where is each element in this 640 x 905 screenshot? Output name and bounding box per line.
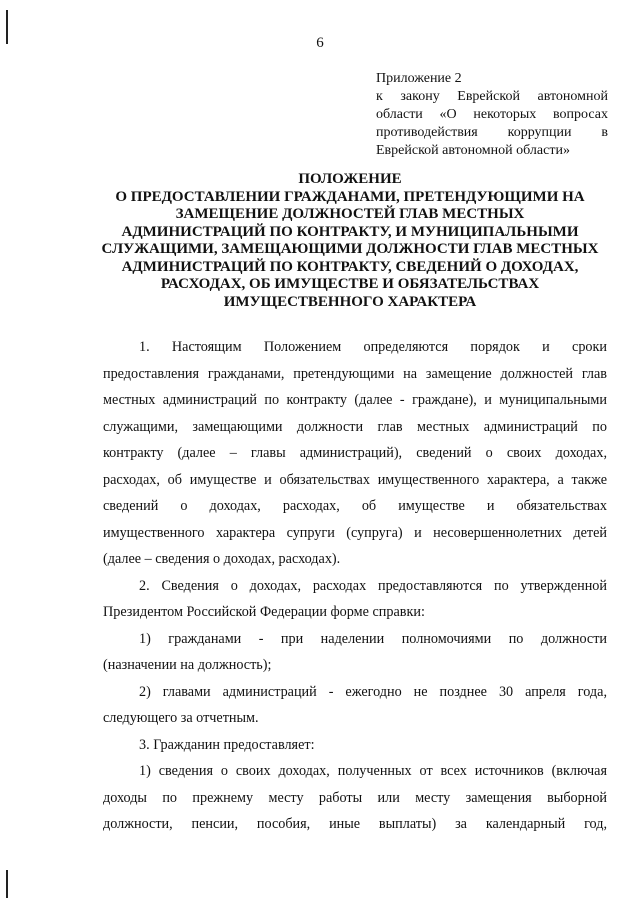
- body-line: 2) главами администраций - ежегодно не позднее 30 апреля года,: [139, 683, 607, 700]
- appendix-line: области «О некоторых вопросах: [376, 107, 608, 122]
- body-line: (далее – сведения о доходах, расходах).: [103, 551, 341, 567]
- appendix-block: [376, 70, 608, 160]
- body-line: 1. Настоящим Положением определяются порядок и сроки: [139, 339, 607, 355]
- title-line: АДМИНИСТРАЦИЙ ПО КОНТРАКТУ, И МУНИЦИПАЛЬНЫМИ: [121, 223, 579, 240]
- body-line: 2. Сведения о доходах, расходах предоставляются по утвержденной: [139, 577, 607, 594]
- title-line: ЗАМЕЩЕНИЕ ДОЛЖНОСТЕЙ ГЛАВ МЕСТНЫХ: [175, 206, 525, 222]
- title-line: АДМИНИСТРАЦИЙ ПО КОНТРАКТУ, СВЕДЕНИЙ О ДОХОДАХ,: [121, 258, 579, 275]
- page-number: 6: [316, 35, 324, 51]
- body-line: расходах, об имуществе и обязательствах имущественного характера, а также: [103, 471, 607, 488]
- document-body: [103, 334, 607, 838]
- appendix-line: к закону Еврейской автономной: [376, 89, 608, 104]
- body-line: (назначении на должность);: [103, 657, 272, 673]
- appendix-line: Еврейской автономной области»: [376, 143, 570, 158]
- body-line: служащими, замещающими должности глав местных администраций по: [103, 418, 607, 435]
- body-line: Президентом Российской Федерации форме справки:: [103, 604, 425, 620]
- body-line: 3. Гражданин предоставляет:: [139, 736, 315, 753]
- title-line: ИМУЩЕСТВЕННОГО ХАРАКТЕРА: [223, 293, 477, 310]
- body-line: контракту (далее – главы администраций), сведений о своих доходах,: [103, 445, 607, 461]
- body-line: 1) сведения о своих доходах, полученных от всех источников (включая: [139, 763, 607, 779]
- title-line: РАСХОДАХ, ОБ ИМУЩЕСТВЕ И ОБЯЗАТЕЛЬСТВАХ: [160, 276, 540, 292]
- body-line: 1) гражданами - при наделении полномочиями по должности: [139, 630, 607, 647]
- left-edge-mark-bottom: [6, 870, 8, 898]
- body-line: сведений о доходах, расходах, об имуществе и обязательствах: [103, 498, 607, 514]
- document-title: [94, 171, 606, 311]
- body-line: должности, пенсии, пособия, иные выплаты) за календарный год,: [103, 816, 607, 832]
- appendix-line: противодействия коррупции в: [376, 125, 608, 140]
- body-line: предоставления гражданами, претендующими на замещение должностей глав: [103, 365, 607, 382]
- title-line: ПОЛОЖЕНИЕ: [298, 171, 402, 187]
- body-line: следующего за отчетным.: [103, 710, 259, 726]
- body-line: местных администраций по контракту (далее - граждане), и муниципальными: [103, 392, 607, 408]
- body-line: имущественного характера супруги (супруга) и несовершеннолетних детей: [103, 524, 607, 541]
- body-line: доходы по прежнему месту работы или месту замещения выборной: [103, 789, 607, 806]
- appendix-line: Приложение 2: [376, 71, 462, 86]
- title-line: О ПРЕДОСТАВЛЕНИИ ГРАЖДАНАМИ, ПРЕТЕНДУЮЩИМИ НА: [115, 188, 585, 205]
- title-line: СЛУЖАЩИМИ, ЗАМЕЩАЮЩИМИ ДОЛЖНОСТИ ГЛАВ МЕСТНЫХ: [101, 241, 599, 257]
